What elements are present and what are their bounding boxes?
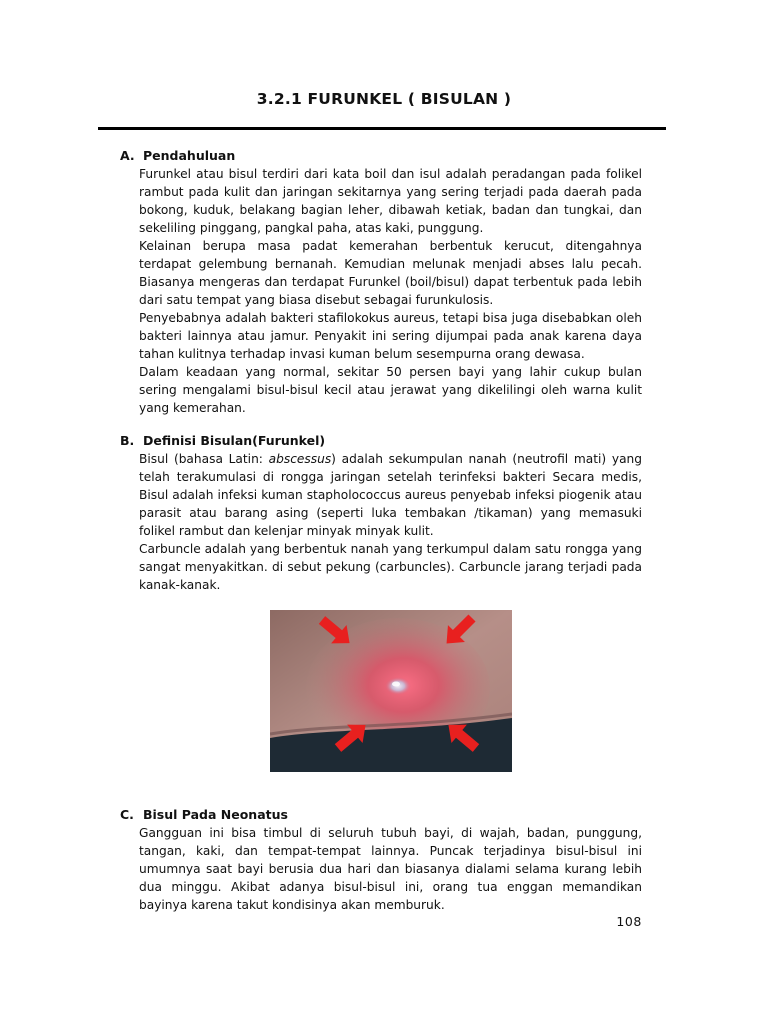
section-heading	[120, 806, 642, 824]
section-definisi	[120, 432, 642, 594]
section-body	[139, 165, 642, 417]
section-title: Bisul Pada Neonatus	[143, 807, 288, 822]
section-letter: A.	[120, 148, 135, 163]
section-letter: C.	[120, 807, 134, 822]
section-pendahuluan	[120, 147, 642, 417]
section-letter: B.	[120, 433, 135, 448]
boil-photo-illustration	[270, 610, 512, 772]
boil-photo	[270, 610, 512, 772]
section-title: Pendahuluan	[143, 148, 236, 163]
paragraph: Carbuncle adalah yang berbentuk nanah yang terkumpul dalam satu rongga yang sangat menyakitkan. di sebut pekung (carbuncles). Carbuncle jarang terjadi pada kanak-kanak.	[139, 542, 642, 592]
paragraph: Gangguan ini bisa timbul di seluruh tubuh bayi, di wajah, badan, punggung, tangan, kaki, dan tempat-tempat lainnya. Puncak terjadinya bisul-bisul ini umumnya saat bayi berusia dua hari dan biasanya dialami selama kurang lebih dua minggu. Akibat adanya bisul-bisul ini, orang tua enggan memandikan bayinya karena takut kondisinya akan memburuk.	[139, 826, 642, 912]
section-body	[139, 450, 642, 594]
text-run: ) adalah sekumpulan nanah (neutrofil mati) yang telah terakumulasi di rongga jaringan setelah terinfeksi bakteri Secara medis, Bisul adalah infeksi kuman stapholococcus aureus penyebab infeksi piogenik atau parasit atau barang asing (seperti luka tembakan /tikaman) yang memasuki folikel rambut dan kelenjar minyak minyak kulit.	[139, 452, 642, 538]
paragraph: Furunkel atau bisul terdiri dari kata boil dan isul adalah peradangan pada folikel rambut pada kulit dan jaringan sekitarnya yang sering terjadi pada daerah pada bokong, kuduk, belakang bagian leher, dibawah ketiak, badan dan tungkai, dan sekeliling pinggang, pangkal paha, atas kaki, punggung.	[139, 167, 642, 235]
paragraph: Dalam keadaan yang normal, sekitar 50 persen bayi yang lahir cukup bulan sering mengalami bisul-bisul kecil atau jerawat yang dikelilingi oleh warna kulit yang kemerahan.	[139, 365, 642, 415]
title-divider	[98, 127, 666, 130]
latin-term: abscessus	[268, 452, 332, 466]
page-number: 108	[616, 914, 642, 929]
page-title: 3.2.1 FURUNKEL ( BISULAN )	[256, 90, 512, 108]
section-title: Definisi Bisulan(Furunkel)	[143, 433, 326, 448]
paragraph: Penyebabnya adalah bakteri stafilokokus aureus, tetapi bisa juga disebabkan oleh bakteri lainnya atau jamur. Penyakit ini sering dijumpai pada anak karena daya tahan kulitnya terhadap invasi kuman belum sesempurna orang dewasa.	[139, 311, 642, 361]
paragraph: Kelainan berupa masa padat kemerahan berbentuk kerucut, ditengahnya terdapat gelembung bernanah. Kemudian melunak menjadi abses lalu pecah. Biasanya mengeras dan terdapat Furunkel (boil/bisul) dapat terbentuk pada lebih dari satu tempat yang biasa disebut sebagai furunkulosis.	[139, 239, 642, 307]
section-heading	[120, 432, 642, 450]
section-heading	[120, 147, 642, 165]
section-neonatus	[120, 806, 642, 914]
paragraph	[139, 450, 642, 540]
section-body	[139, 824, 642, 914]
text-run: Bisul (bahasa Latin:	[139, 452, 269, 466]
pustule-highlight	[392, 682, 400, 687]
